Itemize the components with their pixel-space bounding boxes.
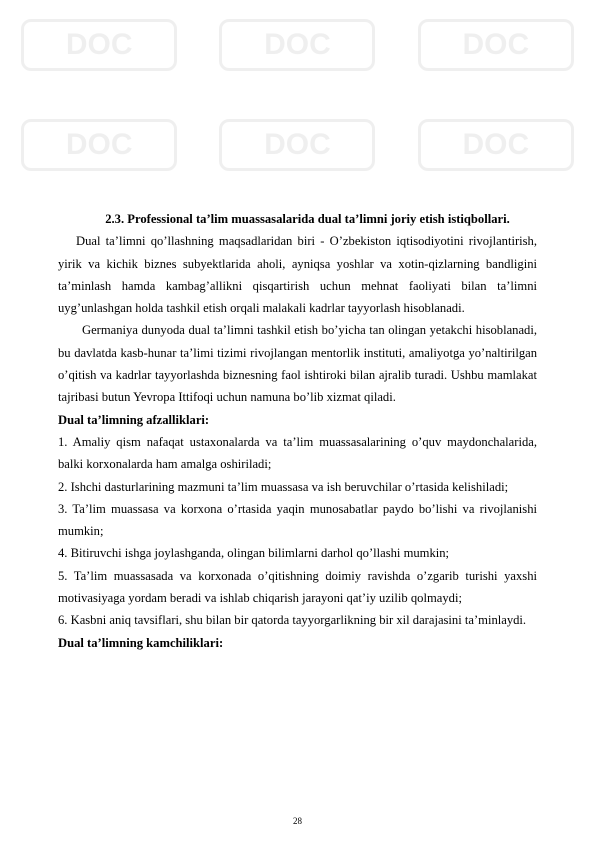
advantages-title: Dual ta’limning afzalliklari:	[58, 412, 210, 427]
watermark-logo: DOC	[21, 119, 177, 171]
section-heading: 2.3. Professional ta’lim muassasalarida dual ta’limni joriy etish istiqbollari.	[105, 212, 510, 226]
document-body	[58, 208, 537, 654]
paragraph: Dual ta’limni qo’llashning maqsadlaridan biri - O’zbekiston iqtisodiyotini rivojlantirish, yirik va kichik biznes subyektlarida aholi, ayniqsa yoshlar va xotin-qizlarning bandligini ta’minlash hamda kambag’allikni qisqartirish uchun mehnat faoliyati bilan ta’limni uyg’unlashgan holda tashkil etish orqali malakali kadrlar tayyorlash hisoblanadi.	[58, 234, 537, 316]
watermark-row	[0, 110, 595, 180]
paragraph: Germaniya dunyoda dual ta’limni tashkil etish bo’yicha tan olingan yetakchi hisoblanadi, bu davlatda kasb-hunar ta’limi tizimi rivojlangan mentorlik instituti, amaliyotga yo’naltirilgan o’qitish va kadrlar tayyorlashda biznesning faol ishtiroki bilan ajralib turadi. Ushbu mamlakat tajribasi butun Yevropa Ittifoqi uchun namuna bo’lib xizmat qiladi.	[58, 323, 537, 405]
list-item: 5. Ta’lim muassasada va korxonada o’qitishning doimiy ravishda o’zgarib turishi yaxshi motivasiyaga yordam beradi va ishlab chiqarish jarayoni qat’iy uzilib qolmaydi;	[58, 568, 537, 606]
watermark-logo: DOC	[21, 19, 177, 71]
list-item: 4. Bitiruvchi ishga joylashganda, olingan bilimlarni darhol qo’llashi mumkin;	[58, 546, 450, 561]
watermark-row	[0, 10, 595, 80]
list-item: 1. Amaliy qism nafaqat ustaxonalarda va ta’lim muassasalarining o’quv maydonchalarida, balki korxonalarda ham amalga oshiriladi;	[58, 434, 537, 472]
page-number: 28	[293, 816, 302, 826]
list-item: 6. Kasbni aniq tavsiflari, shu bilan bir qatorda tayyorgarlikning bir xil darajasini ta’minlaydi.	[58, 613, 527, 628]
watermark-logo: DOC	[219, 119, 375, 171]
list-item: 2. Ishchi dasturlarining mazmuni ta’lim muassasa va ish beruvchilar o’rtasida kelishiladi;	[58, 479, 509, 494]
list-item: 3. Ta’lim muassasa va korxona o’rtasida yaqin munosabatlar paydo bo’lishi va rivojlanishi mumkin;	[58, 501, 537, 539]
watermark-logo: DOC	[219, 19, 375, 71]
watermark-logo: DOC	[418, 19, 574, 71]
disadvantages-title: Dual ta’limning kamchiliklari:	[58, 635, 224, 650]
watermark-logo: DOC	[418, 119, 574, 171]
